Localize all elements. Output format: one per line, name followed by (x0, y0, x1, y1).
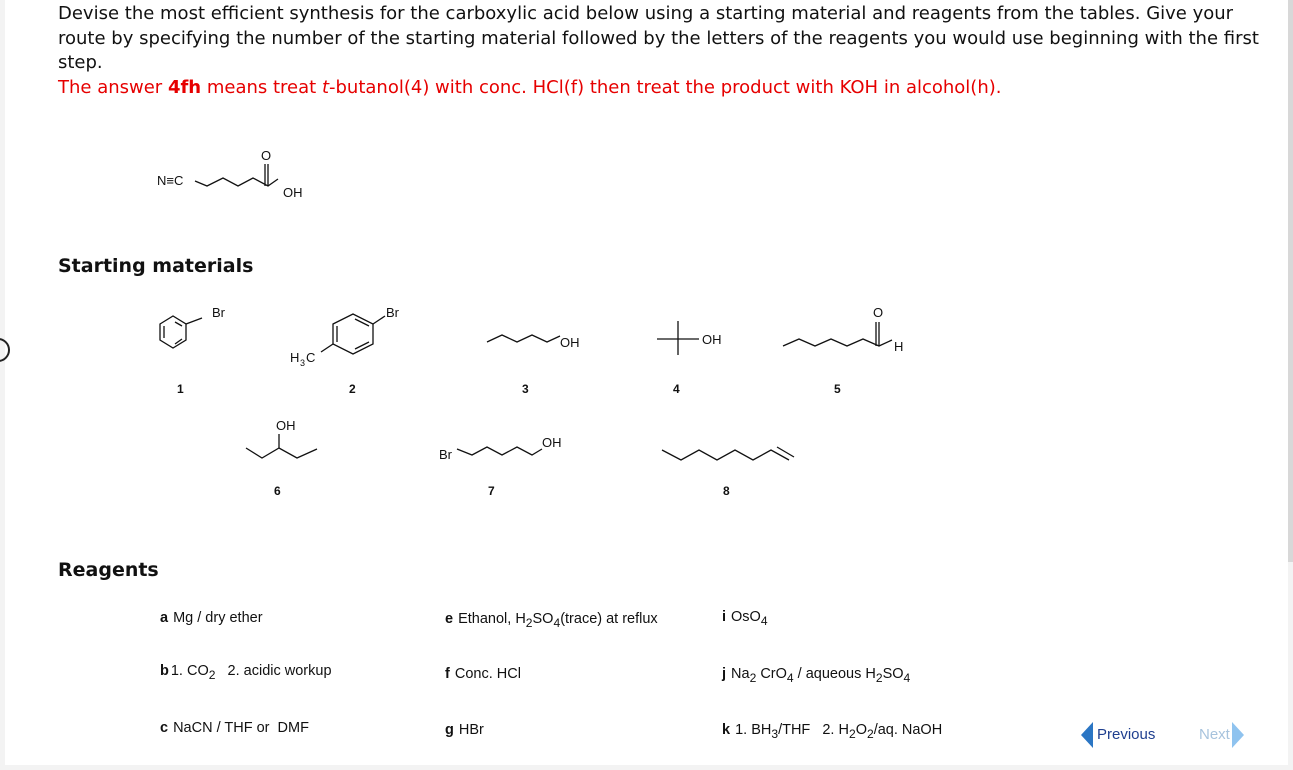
reagent-f-text: Conc. HCl (454, 666, 521, 682)
reagent-j (722, 666, 910, 685)
reagent-k-mid1: /THF 2. H (778, 722, 849, 738)
sm-number-3: 3 (522, 382, 529, 396)
sm2-h3c-3: 3 (300, 358, 306, 368)
sm-number-8: 8 (723, 484, 730, 498)
sm5-h: H (894, 339, 904, 354)
starting-materials-heading: Starting materials (58, 255, 254, 277)
target-molecule (150, 140, 320, 210)
reagent-e (445, 611, 658, 630)
target-oh: OH (283, 185, 303, 200)
example-pre: The answer (58, 77, 168, 98)
starting-material-8 (655, 430, 815, 470)
reagent-e-post: (trace) at reflux (560, 611, 658, 627)
next-button[interactable] (1199, 722, 1244, 748)
sm2-h3c-h: H (290, 350, 300, 365)
reagent-j-sub3: 2 (875, 670, 883, 685)
reagents-heading: Reagents (58, 559, 159, 581)
question-text: Devise the most efficient synthesis for the carboxylic acid below using a starting material and reagents from the tables. Give your route by specifying the number of the starting material followed by the letters of the reagents you would use beginning with the first step. (58, 3, 1259, 73)
sm7-br: Br (439, 447, 452, 462)
target-nitrile-label: N≡C (157, 173, 184, 188)
reagent-j-key: j (722, 666, 727, 682)
reagent-j-mid1: CrO (756, 666, 787, 682)
starting-material-1 (150, 300, 240, 370)
example-code: 4fh (167, 77, 202, 98)
reagent-j-sub2: 4 (786, 670, 794, 685)
starting-material-4 (645, 315, 735, 365)
reagent-b-post: 2. acidic workup (215, 663, 332, 679)
reagent-k-post: /aq. NaOH (873, 722, 943, 738)
reagent-k-mid2: O (855, 722, 867, 738)
chevron-right-icon (1232, 722, 1244, 748)
starting-material-5 (775, 300, 915, 360)
reagent-e-pre: Ethanol, H (458, 611, 526, 627)
starting-material-2 (285, 300, 415, 370)
example-t: t (321, 77, 329, 98)
sm-number-6: 6 (274, 484, 281, 498)
sm7-oh: OH (542, 435, 562, 450)
sm-number-4: 4 (673, 382, 680, 396)
reagent-c-key: c (160, 720, 169, 736)
reagent-j-mid3: SO (882, 666, 904, 682)
reagent-g-text: HBr (458, 722, 484, 738)
reagent-a-text: Mg / dry ether (173, 610, 263, 626)
reagent-e-sub2: 4 (553, 615, 561, 630)
reagent-k (722, 722, 942, 741)
reagent-i-sub: 4 (760, 613, 768, 628)
sm-number-5: 5 (834, 382, 841, 396)
reagent-b-key: b (160, 663, 169, 679)
reagent-f-key: f (445, 666, 450, 682)
reagent-b-sub: 2 (208, 667, 216, 682)
reagent-i-pre: OsO (731, 609, 761, 625)
chevron-left-icon (1081, 722, 1093, 748)
reagent-k-sub1: 3 (771, 726, 779, 741)
reagent-b (160, 663, 332, 682)
reagent-a (160, 610, 263, 626)
reagent-j-pre: Na (731, 666, 750, 682)
reagent-f (445, 666, 521, 682)
reagent-a-key: a (160, 610, 169, 626)
reagent-e-mid: SO (532, 611, 554, 627)
sm5-o: O (873, 305, 884, 320)
reagent-i-key: i (722, 609, 727, 625)
reagent-k-key: k (722, 722, 731, 738)
sm-number-1: 1 (177, 382, 184, 396)
starting-material-6 (240, 410, 340, 470)
next-label: Next (1199, 725, 1230, 743)
reagent-k-pre: 1. BH (735, 722, 772, 738)
target-carbonyl-o: O (261, 148, 272, 163)
reagent-c-text: NaCN / THF or DMF (173, 720, 309, 736)
reagent-c (160, 720, 309, 736)
previous-button[interactable] (1081, 722, 1155, 748)
example-mid: means treat (201, 77, 322, 98)
reagent-k-sub2: 2 (848, 726, 856, 741)
reagent-e-sub1: 2 (525, 615, 533, 630)
previous-label: Previous (1097, 725, 1156, 743)
starting-material-7 (435, 425, 575, 475)
scrollbar[interactable] (1288, 0, 1293, 562)
sm-number-7: 7 (488, 484, 495, 498)
starting-material-3 (480, 320, 590, 360)
sm4-oh: OH (702, 332, 722, 347)
sm3-oh: OH (560, 335, 580, 350)
reagent-j-sub1: 2 (749, 670, 757, 685)
sm2-br: Br (386, 305, 399, 320)
sm6-oh: OH (276, 418, 296, 433)
sm1-br: Br (212, 305, 225, 320)
reagent-i (722, 609, 768, 628)
reagent-b-pre: 1. CO (170, 663, 209, 679)
reagent-k-sub3: 2 (866, 726, 874, 741)
reagent-g-key: g (445, 722, 454, 738)
sm2-h3c-c: C (306, 350, 316, 365)
reagent-g (445, 722, 484, 738)
reagent-j-mid2: / aqueous H (793, 666, 876, 682)
sm-number-2: 2 (349, 382, 356, 396)
question-panel (5, 0, 1288, 765)
example-answer-text (58, 76, 1002, 100)
reagent-e-key: e (445, 611, 454, 627)
example-post: -butanol(4) with conc. HCl(f) then treat the product with KOH in alcohol(h). (329, 77, 1002, 98)
reagent-j-sub4: 4 (903, 670, 911, 685)
